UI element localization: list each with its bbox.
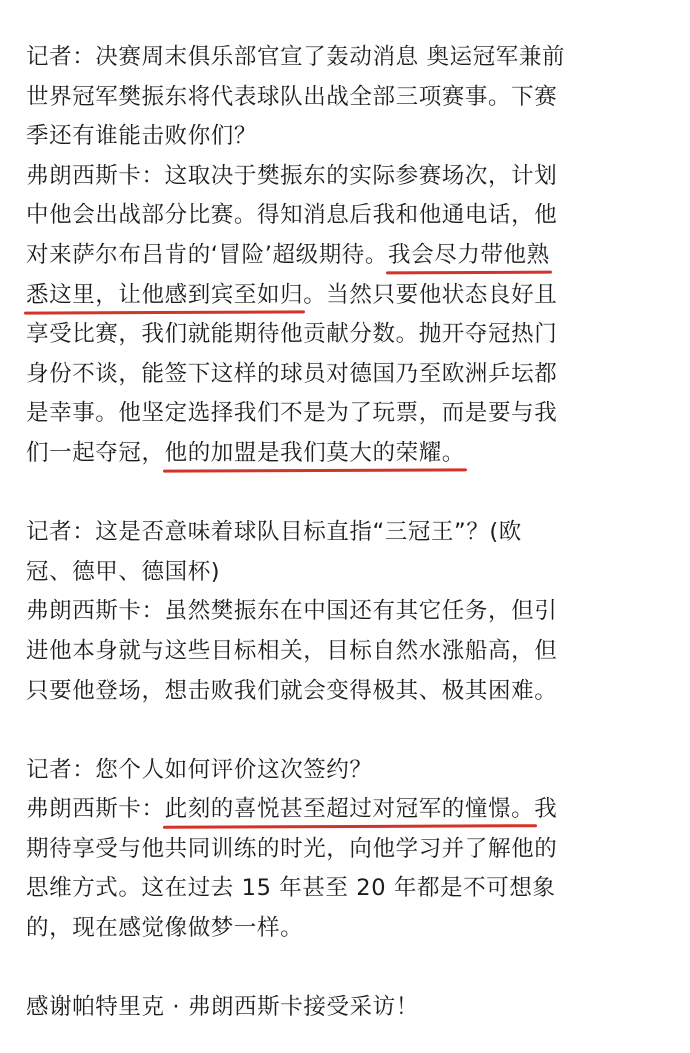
- paragraph-gap: [26, 711, 666, 751]
- text-line: [26, 790, 666, 830]
- text-line: 中他会出战部分比赛。得知消息后我和他通电话，他: [26, 202, 558, 229]
- text-line: [26, 276, 666, 316]
- text-line: 记者：您个人如何评价这次签约？: [26, 756, 373, 783]
- underlined-highlight: 他的加盟是我们莫大的荣耀。: [164, 439, 465, 466]
- text-line: 期待享受与他共同训练的时光，向他学习并了解他的: [26, 835, 558, 862]
- text-segment: 我: [534, 796, 558, 823]
- question-2: [26, 513, 666, 592]
- text-line: 记者：这是否意味着球队目标直指“三冠王”？(欧: [26, 519, 522, 546]
- answer-3: [26, 790, 666, 948]
- question-3: [26, 751, 666, 791]
- text-line: 是幸事。他坚定选择我们不是为了玩票，而是要与我: [26, 400, 558, 427]
- text-segment: 弗朗西斯卡：: [26, 796, 165, 823]
- text-line: 弗朗西斯卡：这取决于樊振东的实际参赛场次，计划: [26, 162, 558, 189]
- text-line: 感谢帕特里克 · 弗朗西斯卡接受采访！: [26, 994, 419, 1021]
- text-line: 世界冠军樊振东将代表球队出战全部三项赛事。下赛: [26, 83, 558, 110]
- text-line: 记者：决赛周末俱乐部官宣了轰动消息 奥运冠军兼前: [26, 44, 566, 70]
- text-line: 思维方式。这在过去 15 年甚至 20 年都是不可想象: [26, 875, 556, 902]
- text-line: [26, 434, 666, 474]
- underlined-highlight: 悉这里，让他感到宾至如归: [26, 281, 304, 308]
- answer-2: [26, 592, 666, 711]
- closing-remark: [26, 988, 666, 1028]
- text-line: 身份不谈，能签下这样的球员对德国乃至欧洲乒坛都: [26, 360, 558, 387]
- underlined-highlight: 此刻的喜悦甚至超过对冠军的憧憬。: [164, 796, 535, 823]
- text-line: 弗朗西斯卡：虽然樊振东在中国还有其它任务，但引: [26, 598, 558, 625]
- text-segment: 。当然只要他状态良好且: [303, 281, 558, 308]
- interview-document: [26, 38, 666, 1028]
- paragraph-gap: [26, 949, 666, 989]
- text-line: [26, 236, 666, 276]
- answer-1: [26, 157, 666, 474]
- text-line: 享受比赛，我们就能期待他贡献分数。抛开夺冠热门: [26, 321, 558, 348]
- text-line: 的，现在感觉像做梦一样。: [26, 915, 304, 942]
- text-segment: 对来萨尔布吕肯的‘冒险’超级期待。: [26, 241, 389, 268]
- text-line: 冠、德甲、德国杯): [26, 558, 221, 585]
- text-line: 只要他登场，想击败我们就会变得极其、极其困难。: [26, 677, 558, 704]
- underlined-highlight: 我会尽力带他熟: [388, 241, 550, 268]
- text-line: 进他本身就与这些目标相关，目标自然水涨船高，但: [26, 637, 558, 664]
- text-line: 季还有谁能击败你们？: [26, 123, 258, 150]
- paragraph-gap: [26, 474, 666, 514]
- text-segment: 们一起夺冠，: [26, 439, 165, 466]
- question-1: [26, 38, 666, 157]
